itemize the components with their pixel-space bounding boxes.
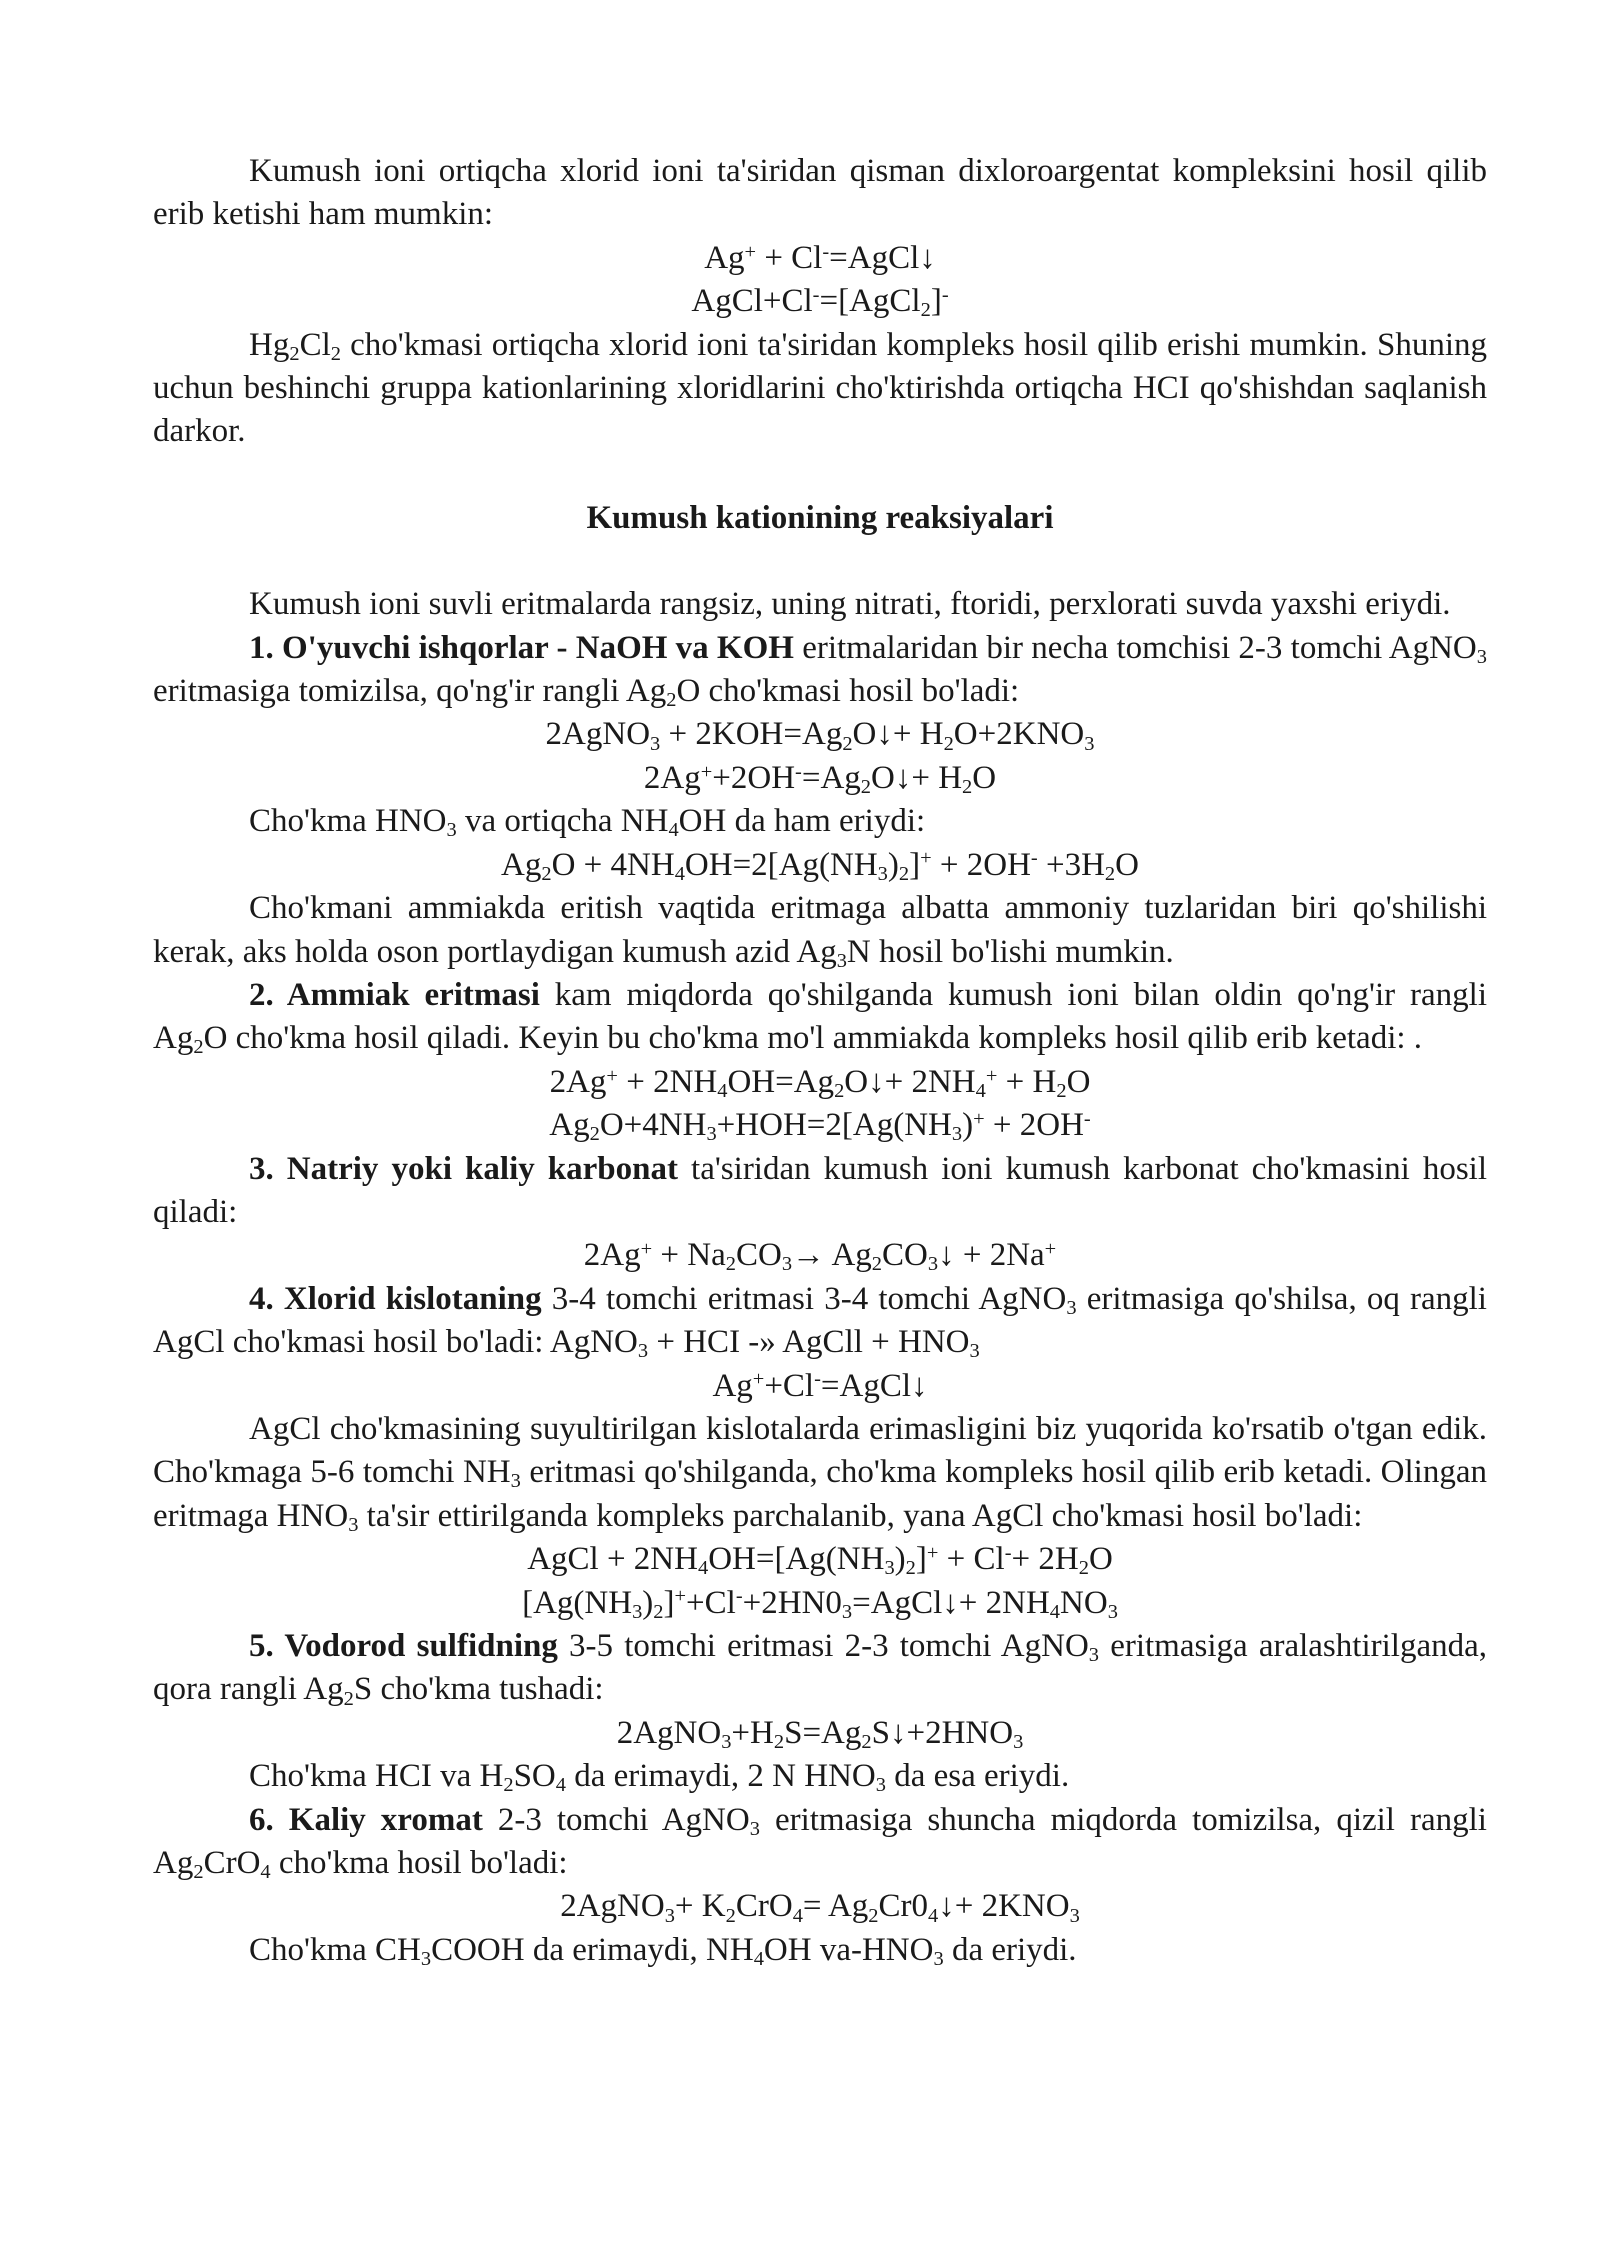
paragraph-reaction-4: 4. Xlorid kislotaning 3-4 tomchi eritmasi 3-4 tomchi AgNO$_3$ eritmasiga qo'shilsa, oq rangli AgCl cho'kmasi hosil bo'ladi: AgNO$_3$ + HCI -» AgCll + $HNO_3$ xyxy=(153,1280,1487,1363)
equation: $Ag_2O+4NH_3+HOH=2[Ag(NH_3)^+ + 2OH^-$ xyxy=(549,1107,1091,1146)
paragraph: Cho'kma $HNO_3$ va ortiqcha $NH_4OH$ da ham eriydi: xyxy=(249,803,926,842)
paragraph: AgCl cho'kmasining suyultirilgan kislotalarda erimasligini biz yuqorida ko'rsatib o'tgan edik. Cho'kmaga 5-6 tomchi $NH_3$ eritmasi qo'shilganda, cho'kma kompleks hosil qilib erib ketadi. Olingan eritmaga $HNO_3$ ta'sir ettirilganda kompleks parchalanib, yana AgCl cho'kmasi hosil bo'ladi: xyxy=(153,1410,1487,1536)
section-heading: Kumush kationining reaksiyalari xyxy=(586,499,1054,536)
equation: $Ag_2O + 4NH_4OH=2[Ag(NH_3)_2]^+ + 2OH^- +3H_2O$ xyxy=(501,846,1139,885)
paragraph-intro: Kumush ioni suvli eritmalarda rangsiz, uning nitrati, ftoridi, perxlorati suvda yaxshi eriydi. xyxy=(249,586,1451,623)
equation: $2Ag^++2OH^-=Ag_2O↓+ H_2O$ xyxy=(643,759,997,798)
paragraph: Cho'kmani ammiakda eritish vaqtida eritmaga albatta ammoniy tuzlaridan biri qo'shilishi kerak, aks holda oson portlaydigan kumush azid $Ag_3N$ hosil bo'lishi mumkin. xyxy=(153,890,1487,972)
equation: AgCl + $2NH_4OH=[Ag(NH_3)_2]^+ + Cl^-+ 2H_2O$ xyxy=(527,1541,1113,1580)
paragraph-hg2cl2: $Hg_2Cl_2$ cho'kmasi ortiqcha xlorid ioni ta'siridan kompleks hosil qilib erishi mumkin. Shuning uchun beshinchi gruppa kationlarining xloridlarini cho'ktirishda ortiqcha HCI qo'shishdan saqlanish darkor. xyxy=(153,326,1487,450)
equation: 2AgNO$_3$+ $K_2CrO_4=$ $Ag_2Cr0_4↓+ 2KNO_3$ xyxy=(560,1888,1080,1927)
paragraph-reaction-6: 6. Kaliy xromat 2-3 tomchi AgNO$_3$ eritmasiga shuncha miqdorda tomizilsa, qizil rangli $Ag_2CrO_4$ cho'kma hosil bo'ladi: xyxy=(153,1801,1487,1884)
paragraph: Cho'kma $CH_3COOH$ da erimaydi, $NH_4OH$ $va-HNO_3$ da eriydi. xyxy=(249,1931,1077,1970)
paragraph-reaction-1: 1. O'yuvchi ishqorlar - NaOH va KOH eritmalaridan bir necha tomchisi 2-3 tomchi AgNO$_3$ eritmasiga tomizilsa, qo'ng'ir rangli $Ag_2O$ cho'kmasi hosil bo'ladi: xyxy=(153,629,1487,712)
equation: $[Ag(NH_3)_2]^++Cl^-+2HN0_3=AgCl↓+ 2NH_4NO_3$ xyxy=(522,1584,1118,1623)
paragraph-reaction-3: 3. Natriy yoki kaliy karbonat ta'siridan kumush ioni kumush karbonat cho'kmasini hosil qiladi: xyxy=(153,1150,1488,1230)
paragraph-reaction-5: 5. Vodorod sulfidning 3-5 tomchi eritmasi 2-3 tomchi AgNO$_3$ eritmasiga aralashtirilganda, qora rangli $Ag_2S$ cho'kma tushadi: xyxy=(153,1628,1487,1710)
equation: $2Ag^+ + 2NH_4OH=Ag_2O↓+ 2NH_4^+ + H_2O$ xyxy=(549,1063,1091,1102)
equation: Ag++Cl-=AgCl↓ xyxy=(712,1367,928,1404)
paragraph: Cho'kma HCI va $H_2SO_4$ da erimaydi, 2 N $HNO_3$ da esa eriydi. xyxy=(249,1758,1070,1797)
paragraph-dichloroargentate: Kumush ioni ortiqcha xlorid ioni ta'siridan qisman dixloroargentat kompleksini hosil qilib erib ketishi ham mumkin: xyxy=(153,153,1487,233)
equation: 2AgNO$_3$ + $2KOH=Ag_2O↓+ H_2O+2KNO_3$ xyxy=(545,716,1095,755)
equation: Ag+ + Cl-=AgCl↓ xyxy=(704,239,936,276)
equation: AgCl+Cl-=[AgCl$_2$]- xyxy=(691,283,949,322)
equation: $2Ag^+ + Na_2CO_3\to$ $Ag_2CO_3↓ + 2Na^+$ xyxy=(583,1237,1057,1276)
paragraph-reaction-2: 2. Ammiak eritmasi kam miqdorda qo'shilganda kumush ioni bilan oldin qo'ng'ir rangli $Ag_2O$ cho'kma hosil qiladi. Keyin bu cho'kma mo'l ammiakda kompleks hosil qilib erib ketadi: . xyxy=(153,976,1487,1059)
equation: $2AgNO_3+H_2S=Ag_2S↓+2HNO_3$ xyxy=(616,1714,1024,1753)
